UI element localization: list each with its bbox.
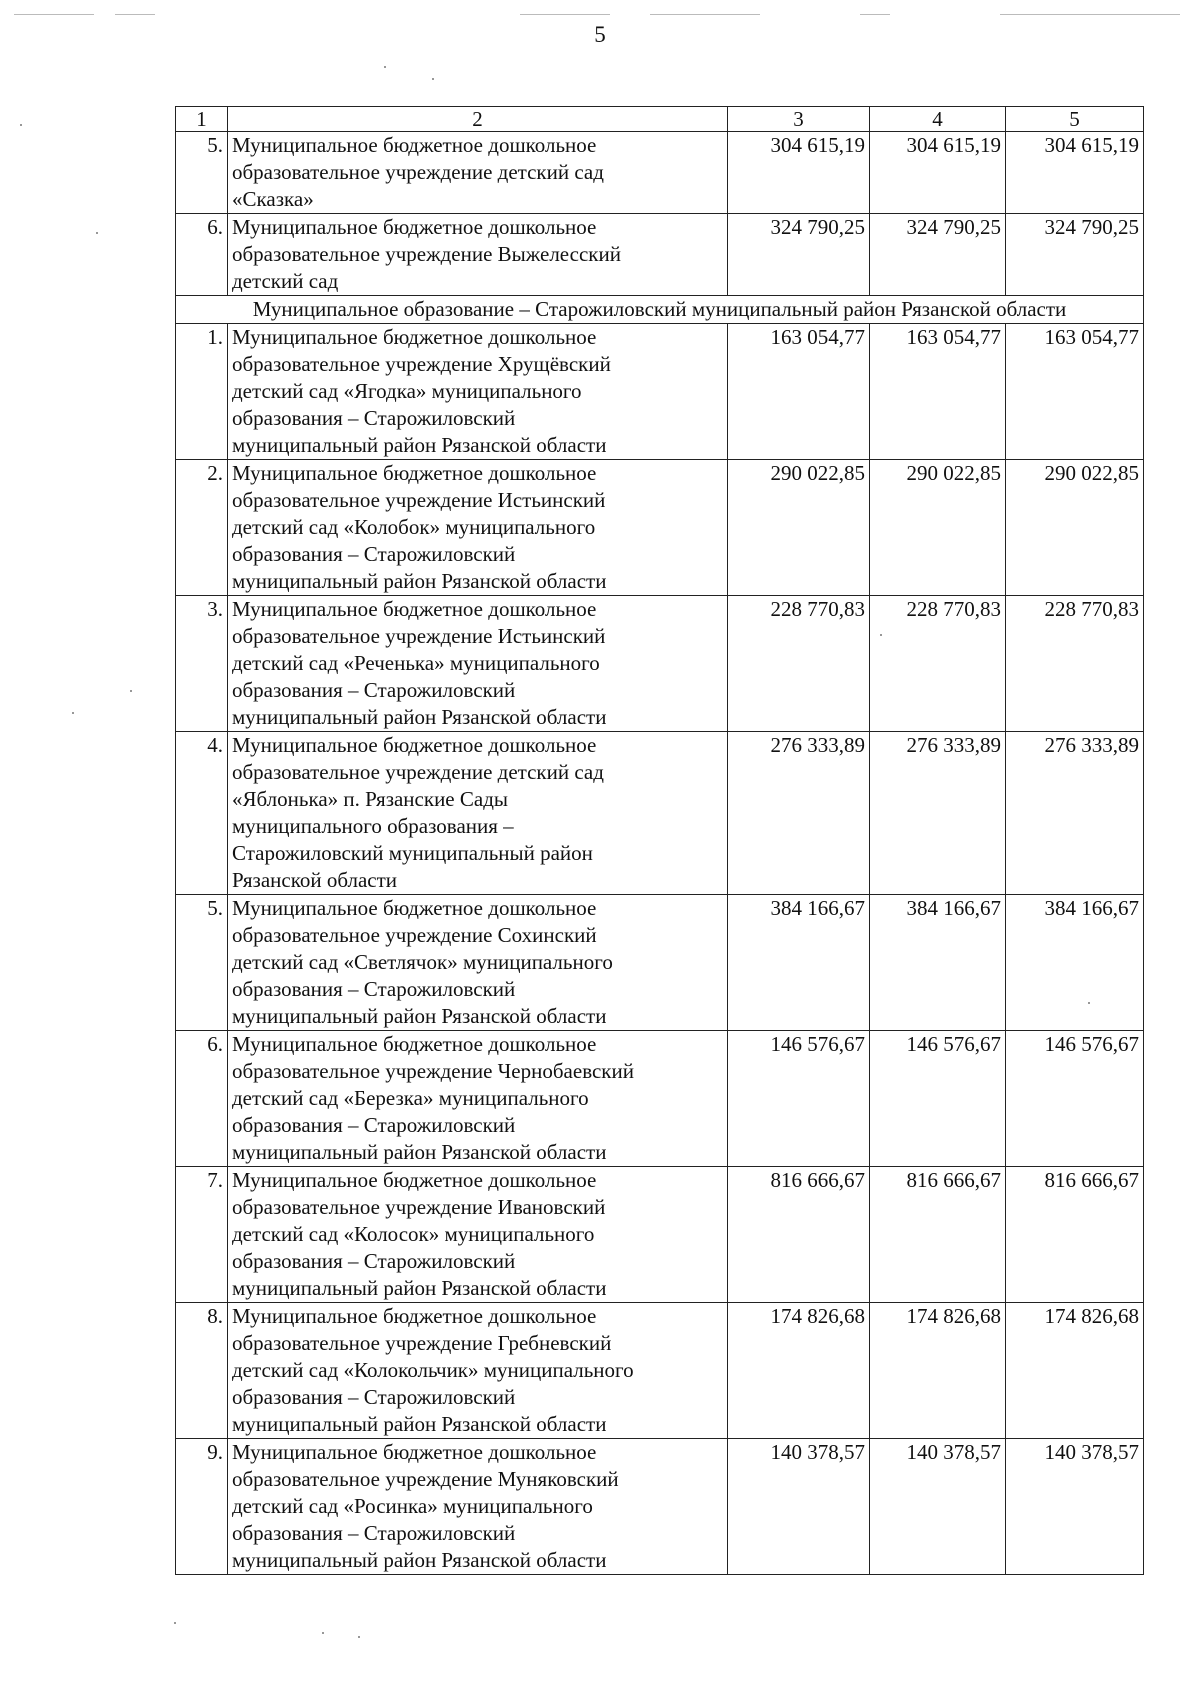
institution-name-line: образовательное учреждение детский сад — [232, 760, 604, 784]
table-row — [176, 460, 1144, 596]
institution-name-line: образования – Старожиловский — [232, 1521, 516, 1545]
column-header: 2 — [228, 107, 728, 132]
amount-col-4: 174 826,68 — [870, 1303, 1006, 1439]
table-row — [176, 214, 1144, 296]
scan-speck — [72, 712, 74, 714]
amount-col-5: 816 666,67 — [1006, 1167, 1144, 1303]
amount-col-5: 146 576,67 — [1006, 1031, 1144, 1167]
institution-name-line: образования – Старожиловский — [232, 406, 516, 430]
institution-name-line: Муниципальное бюджетное дошкольное — [232, 597, 597, 621]
institution-name-line: образовательное учреждение Сохинский — [232, 923, 597, 947]
institution-name-line: детский сад «Колосок» муниципального — [232, 1222, 595, 1246]
institution-name-line: Муниципальное бюджетное дошкольное — [232, 133, 597, 157]
institution-name-line: детский сад «Колокольчик» муниципального — [232, 1358, 634, 1382]
table-body — [176, 132, 1144, 1575]
table-row — [176, 732, 1144, 895]
scan-speck — [880, 634, 882, 636]
row-number: 3. — [176, 596, 228, 732]
institution-name-line: Муниципальное бюджетное дошкольное — [232, 896, 597, 920]
institution-name — [228, 1167, 728, 1303]
table-row — [176, 1167, 1144, 1303]
amount-col-3: 816 666,67 — [728, 1167, 870, 1303]
row-number: 7. — [176, 1167, 228, 1303]
amount-col-5: 140 378,57 — [1006, 1439, 1144, 1575]
institution-name-line: Муниципальное бюджетное дошкольное — [232, 461, 597, 485]
institution-name — [228, 1439, 728, 1575]
institution-name-line: детский сад «Светлячок» муниципального — [232, 950, 613, 974]
institution-name-line: образовательное учреждение Выжелесский — [232, 242, 621, 266]
amount-col-3: 384 166,67 — [728, 895, 870, 1031]
institution-name — [228, 460, 728, 596]
table-row — [176, 1031, 1144, 1167]
row-number: 6. — [176, 214, 228, 296]
table-row — [176, 1303, 1144, 1439]
table-row — [176, 895, 1144, 1031]
institution-name-line: детский сад — [232, 269, 339, 293]
amount-col-3: 324 790,25 — [728, 214, 870, 296]
institution-name — [228, 214, 728, 296]
table-header-row — [176, 107, 1144, 132]
row-number: 9. — [176, 1439, 228, 1575]
institution-name-line: образовательное учреждение Гребневский — [232, 1331, 612, 1355]
row-number: 8. — [176, 1303, 228, 1439]
institution-name-line: Старожиловский муниципальный район — [232, 841, 593, 865]
institution-name-line: образовательное учреждение Истьинский — [232, 488, 606, 512]
allocation-table — [175, 106, 1144, 1575]
institution-name-line: муниципальный район Рязанской области — [232, 1004, 607, 1028]
amount-col-3: 163 054,77 — [728, 324, 870, 460]
institution-name-line: муниципальный район Рязанской области — [232, 705, 607, 729]
institution-name-line: муниципальный район Рязанской области — [232, 1412, 607, 1436]
amount-col-5: 174 826,68 — [1006, 1303, 1144, 1439]
section-title: Муниципальное образование – Старожиловский муниципальный район Рязанской области — [176, 296, 1144, 324]
institution-name — [228, 1303, 728, 1439]
institution-name-line: муниципальный район Рязанской области — [232, 433, 607, 457]
institution-name — [228, 1031, 728, 1167]
institution-name-line: образовательное учреждение детский сад — [232, 160, 604, 184]
amount-col-4: 140 378,57 — [870, 1439, 1006, 1575]
column-header: 3 — [728, 107, 870, 132]
scan-speck — [384, 66, 386, 68]
scan-speck — [20, 124, 22, 126]
row-number: 5. — [176, 895, 228, 1031]
amount-col-4: 290 022,85 — [870, 460, 1006, 596]
institution-name-line: муниципальный район Рязанской области — [232, 1140, 607, 1164]
table-row — [176, 324, 1144, 460]
column-header: 4 — [870, 107, 1006, 132]
institution-name-line: детский сад «Реченька» муниципального — [232, 651, 600, 675]
amount-col-4: 816 666,67 — [870, 1167, 1006, 1303]
institution-name-line: образовательное учреждение Хрущёвский — [232, 352, 611, 376]
institution-name-line: Муниципальное бюджетное дошкольное — [232, 1168, 597, 1192]
institution-name-line: Рязанской области — [232, 868, 398, 892]
amount-col-3: 228 770,83 — [728, 596, 870, 732]
table-row — [176, 596, 1144, 732]
amount-col-3: 276 333,89 — [728, 732, 870, 895]
amount-col-3: 146 576,67 — [728, 1031, 870, 1167]
amount-col-4: 304 615,19 — [870, 132, 1006, 214]
institution-name-line: муниципальный район Рязанской области — [232, 1276, 607, 1300]
institution-name-line: образовательное учреждение Истьинский — [232, 624, 606, 648]
scan-speck — [174, 1622, 176, 1624]
amount-col-5: 324 790,25 — [1006, 214, 1144, 296]
page-number: 5 — [594, 22, 606, 47]
institution-name-line: образования – Старожиловский — [232, 1113, 516, 1137]
amount-col-3: 174 826,68 — [728, 1303, 870, 1439]
scan-speck — [322, 1632, 324, 1634]
row-number: 2. — [176, 460, 228, 596]
institution-name-line: Муниципальное бюджетное дошкольное — [232, 733, 597, 757]
institution-name-line: «Яблонька» п. Рязанские Сады — [232, 787, 509, 811]
table-row — [176, 132, 1144, 214]
institution-name-line: образования – Старожиловский — [232, 1385, 516, 1409]
scan-speck — [432, 78, 434, 80]
row-number: 1. — [176, 324, 228, 460]
institution-name-line: муниципальный район Рязанской области — [232, 1548, 607, 1572]
institution-name-line: Муниципальное бюджетное дошкольное — [232, 1304, 597, 1328]
institution-name-line: образовательное учреждение Ивановский — [232, 1195, 606, 1219]
row-number: 6. — [176, 1031, 228, 1167]
amount-col-4: 163 054,77 — [870, 324, 1006, 460]
amount-col-4: 384 166,67 — [870, 895, 1006, 1031]
amount-col-5: 290 022,85 — [1006, 460, 1144, 596]
amount-col-5: 304 615,19 — [1006, 132, 1144, 214]
institution-name-line: образования – Старожиловский — [232, 977, 516, 1001]
institution-name-line: образовательное учреждение Муняковский — [232, 1467, 619, 1491]
institution-name-line: образования – Старожиловский — [232, 542, 516, 566]
institution-name-line: детский сад «Колобок» муниципального — [232, 515, 596, 539]
amount-col-3: 140 378,57 — [728, 1439, 870, 1575]
institution-name-line: образования – Старожиловский — [232, 1249, 516, 1273]
scan-noise — [0, 8, 1200, 22]
amount-col-4: 324 790,25 — [870, 214, 1006, 296]
amount-col-5: 276 333,89 — [1006, 732, 1144, 895]
institution-name-line: Муниципальное бюджетное дошкольное — [232, 325, 597, 349]
amount-col-5: 228 770,83 — [1006, 596, 1144, 732]
column-header: 5 — [1006, 107, 1144, 132]
institution-name-line: муниципальный район Рязанской области — [232, 569, 607, 593]
institution-name-line: детский сад «Ягодка» муниципального — [232, 379, 582, 403]
row-number: 4. — [176, 732, 228, 895]
institution-name-line: Муниципальное бюджетное дошкольное — [232, 215, 597, 239]
scan-speck — [130, 690, 132, 692]
institution-name — [228, 324, 728, 460]
institution-name — [228, 596, 728, 732]
institution-name-line: образования – Старожиловский — [232, 678, 516, 702]
institution-name-line: Муниципальное бюджетное дошкольное — [232, 1032, 597, 1056]
amount-col-3: 304 615,19 — [728, 132, 870, 214]
table-row — [176, 1439, 1144, 1575]
amount-col-5: 384 166,67 — [1006, 895, 1144, 1031]
institution-name-line: детский сад «Росинка» муниципального — [232, 1494, 593, 1518]
scan-speck — [1088, 1002, 1090, 1004]
scan-speck — [358, 1636, 360, 1638]
scan-speck — [96, 232, 98, 234]
institution-name — [228, 732, 728, 895]
row-number: 5. — [176, 132, 228, 214]
institution-name-line: муниципального образования – — [232, 814, 514, 838]
amount-col-4: 276 333,89 — [870, 732, 1006, 895]
amount-col-3: 290 022,85 — [728, 460, 870, 596]
institution-name-line: детский сад «Березка» муниципального — [232, 1086, 589, 1110]
amount-col-4: 146 576,67 — [870, 1031, 1006, 1167]
amount-col-5: 163 054,77 — [1006, 324, 1144, 460]
institution-name-line: образовательное учреждение Чернобаевский — [232, 1059, 634, 1083]
amount-col-4: 228 770,83 — [870, 596, 1006, 732]
institution-name — [228, 132, 728, 214]
institution-name-line: «Сказка» — [232, 187, 314, 211]
column-header: 1 — [176, 107, 228, 132]
section-row — [176, 296, 1144, 324]
institution-name-line: Муниципальное бюджетное дошкольное — [232, 1440, 597, 1464]
institution-name — [228, 895, 728, 1031]
